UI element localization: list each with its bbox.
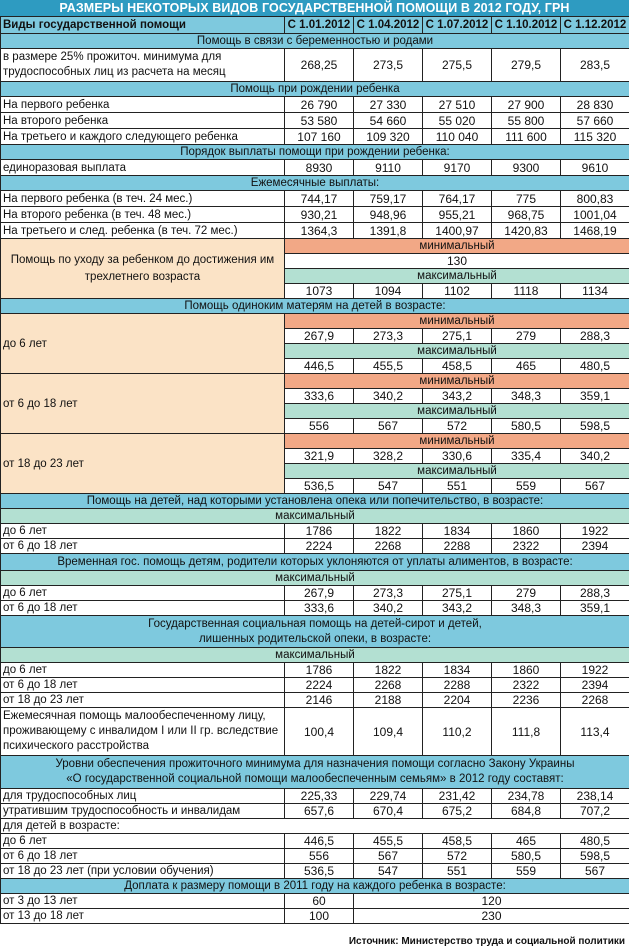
value-cell: 273,3 [354, 329, 423, 344]
value-cell: 2288 [423, 539, 492, 554]
max-label: максимальный [1, 648, 629, 663]
value-cell: 1468,19 [561, 223, 629, 239]
section-payment-order-title: Порядок выплаты помощи при рождении ребенка: [1, 145, 629, 160]
value-cell: 2322 [492, 678, 561, 693]
value-cell: 110 040 [423, 129, 492, 145]
row-label: от 18 до 23 лет [1, 693, 285, 708]
row-label: На третьего и каждого следующего ребенка [1, 129, 285, 145]
value-cell: 231,42 [423, 789, 492, 804]
subsistence-row [1, 789, 629, 804]
section-surcharge-title: Доплата к размеру помощи в 2011 году на каждого ребенка в возрасте: [1, 879, 629, 894]
value-cell: 340,2 [561, 449, 629, 464]
value-cell: 343,2 [423, 389, 492, 404]
value-cell: 348,3 [492, 389, 561, 404]
value-cell: 2146 [285, 693, 354, 708]
value-cell: 2224 [285, 539, 354, 554]
value-cell: 675,2 [423, 804, 492, 819]
group-min-label-row [1, 434, 629, 449]
value-cell: 275,5 [423, 49, 492, 82]
value-cell: 465 [492, 834, 561, 849]
value-cell: 27 330 [354, 97, 423, 113]
value-cell: 1001,04 [561, 207, 629, 223]
value-cell: 536,5 [285, 479, 354, 494]
row-label: единоразовая выплата [1, 160, 285, 176]
value-cell: 1118 [492, 284, 561, 299]
value-cell: 556 [285, 419, 354, 434]
row-label: от 6 до 18 лет [1, 678, 285, 693]
orphans-row [1, 693, 629, 708]
value-cell: 288,3 [561, 329, 629, 344]
value-cell: 559 [492, 864, 561, 879]
value-cell: 556 [285, 849, 354, 864]
disabled-row [1, 708, 629, 756]
value-cell: 113,4 [561, 708, 629, 756]
row-label: утратившим трудоспособность и инвалидам [1, 804, 285, 819]
value-cell: 275,1 [423, 329, 492, 344]
value-cell: 800,83 [561, 191, 629, 207]
value-cell: 28 830 [561, 97, 629, 113]
value-cell: 598,5 [561, 419, 629, 434]
value-cell: 598,5 [561, 849, 629, 864]
value-cell: 2268 [561, 693, 629, 708]
value-cell: 547 [354, 479, 423, 494]
section-monthly-title: Ежемесячные выплаты: [1, 176, 629, 191]
value-cell: 27 900 [492, 97, 561, 113]
value-cell: 2288 [423, 678, 492, 693]
row-label: На первого ребенка (в теч. 24 мес.) [1, 191, 285, 207]
value-cell: 480,5 [561, 359, 629, 374]
header-date: С 1.10.2012 [492, 17, 561, 34]
value-cell: 321,9 [285, 449, 354, 464]
value-cell: 657,6 [285, 804, 354, 819]
value-cell: 238,14 [561, 789, 629, 804]
value-cell: 948,96 [354, 207, 423, 223]
subsistence-children-row [1, 834, 629, 849]
row-label: от 13 до 18 лет [1, 909, 285, 924]
max-label: максимальный [285, 404, 629, 419]
title-line: лишенных родительской опеки, в возрасте: [198, 632, 432, 645]
value-cell: 335,4 [492, 449, 561, 464]
value-cell: 455,5 [354, 359, 423, 374]
value-cell: 111 600 [492, 129, 561, 145]
section-single-mothers-title: Помощь одиноким матерям на детей в возрасте: [1, 299, 629, 314]
value-cell: 567 [354, 849, 423, 864]
value-cell: 2394 [561, 678, 629, 693]
value-cell: 567 [561, 479, 629, 494]
value-cell: 536,5 [285, 864, 354, 879]
subsistence-row [1, 804, 629, 819]
section-pregnancy-title: Помощь в связи с беременностью и родами [1, 34, 629, 49]
payment-order-row [1, 160, 629, 176]
value-cell: 1400,97 [423, 223, 492, 239]
value-cell: 1364,3 [285, 223, 354, 239]
value-cell: 288,3 [561, 586, 629, 601]
value-cell: 2236 [492, 693, 561, 708]
section-single-mothers [1, 299, 629, 314]
value-cell: 100 [285, 909, 354, 924]
value-cell: 130 [285, 254, 629, 269]
value-cell: 455,5 [354, 834, 423, 849]
value-cell: 110,2 [423, 708, 492, 756]
value-cell: 551 [423, 864, 492, 879]
value-cell: 26 790 [285, 97, 354, 113]
row-label: от 18 до 23 лет (при условии обучения) [1, 864, 285, 879]
value-cell: 955,21 [423, 207, 492, 223]
value-cell: 744,17 [285, 191, 354, 207]
value-cell: 1786 [285, 663, 354, 678]
max-label: максимальный [285, 269, 629, 284]
row-label: На второго ребенка (в теч. 48 мес.) [1, 207, 285, 223]
value-cell: 109 320 [354, 129, 423, 145]
section-alimony-title: Временная гос. помощь детям, родители которых уклоняются от уплаты алиментов, в возрасте: [1, 554, 629, 571]
monthly-row [1, 191, 629, 207]
value-cell: 359,1 [561, 601, 629, 616]
value-cell: 9610 [561, 160, 629, 176]
min-label: минимальный [285, 374, 629, 389]
subsistence-children-row [1, 864, 629, 879]
section-birth [1, 82, 629, 97]
section-payment-order [1, 145, 629, 160]
surcharge-row [1, 894, 629, 909]
section-pregnancy [1, 34, 629, 49]
value-cell: 1391,8 [354, 223, 423, 239]
row-label: в размере 25% прожиточ. минимума для трудоспособных лиц из расчета на месяц [1, 49, 285, 82]
value-cell: 1834 [423, 524, 492, 539]
value-cell: 27 510 [423, 97, 492, 113]
row-label: до 6 лет [1, 586, 285, 601]
value-cell: 567 [561, 864, 629, 879]
value-cell: 1922 [561, 524, 629, 539]
value-cell: 333,6 [285, 389, 354, 404]
value-cell: 2224 [285, 678, 354, 693]
value-cell: 458,5 [423, 359, 492, 374]
header-date: С 1.07.2012 [423, 17, 492, 34]
value-cell: 1822 [354, 524, 423, 539]
value-cell: 2322 [492, 539, 561, 554]
value-cell: 1922 [561, 663, 629, 678]
alimony-row [1, 586, 629, 601]
header-date: С 1.01.2012 [285, 17, 354, 34]
min-label: минимальный [285, 239, 629, 254]
group-label: от 18 до 23 лет [1, 434, 285, 494]
value-cell: 707,2 [561, 804, 629, 819]
value-cell: 9110 [354, 160, 423, 176]
value-cell: 279 [492, 329, 561, 344]
row-label: до 6 лет [1, 524, 285, 539]
section-orphans [1, 616, 629, 648]
section-surcharge [1, 879, 629, 894]
value-cell: 268,25 [285, 49, 354, 82]
value-cell: 53 580 [285, 113, 354, 129]
header-date: С 1.12.2012 [561, 17, 629, 34]
value-cell: 340,2 [354, 601, 423, 616]
header-date: С 1.04.2012 [354, 17, 423, 34]
monthly-row [1, 207, 629, 223]
source-note: Источник: Министерство труда и социальной политики [348, 936, 625, 947]
birth-row [1, 113, 629, 129]
row-label: от 6 до 18 лет [1, 539, 285, 554]
assistance-table [0, 16, 629, 924]
section-subsistence [1, 756, 629, 789]
pregnancy-row [1, 49, 629, 82]
value-cell: 2268 [354, 678, 423, 693]
row-label: На третьего и след. ребенка (в теч. 72 мес.) [1, 223, 285, 239]
value-cell: 330,6 [423, 449, 492, 464]
value-cell: 328,2 [354, 449, 423, 464]
group-min-label-row [1, 314, 629, 329]
row-label: от 3 до 13 лет [1, 894, 285, 909]
subsistence-children-label-row [1, 819, 629, 834]
value-cell: 60 [285, 894, 354, 909]
value-cell: 2268 [354, 539, 423, 554]
row-label: На второго ребенка [1, 113, 285, 129]
title-line: Государственная социальная помощь на детей-сирот и детей, [148, 617, 482, 630]
value-cell: 580,5 [492, 849, 561, 864]
min-label: минимальный [285, 434, 629, 449]
row-label: На первого ребенка [1, 97, 285, 113]
value-cell: 446,5 [285, 834, 354, 849]
value-cell: 446,5 [285, 359, 354, 374]
value-cell: 279,5 [492, 49, 561, 82]
title-line: Уровни обеспечения прожиточного минимума для назначения помощи согласно Закону Украины [55, 758, 575, 770]
value-cell: 1420,83 [492, 223, 561, 239]
value-cell: 55 020 [423, 113, 492, 129]
birth-row [1, 129, 629, 145]
value-cell: 340,2 [354, 389, 423, 404]
value-cell: 229,74 [354, 789, 423, 804]
value-cell: 8930 [285, 160, 354, 176]
value-cell: 559 [492, 479, 561, 494]
value-cell: 1860 [492, 524, 561, 539]
value-cell: 275,1 [423, 586, 492, 601]
value-cell: 1834 [423, 663, 492, 678]
value-cell: 359,1 [561, 389, 629, 404]
group-min-label-row [1, 374, 629, 389]
value-cell: 547 [354, 864, 423, 879]
max-label: максимальный [285, 464, 629, 479]
min-label: минимальный [285, 314, 629, 329]
value-cell: 1786 [285, 524, 354, 539]
value-cell: 759,17 [354, 191, 423, 207]
value-cell: 2204 [423, 693, 492, 708]
value-cell: 267,9 [285, 586, 354, 601]
value-cell: 348,3 [492, 601, 561, 616]
value-cell: 279 [492, 586, 561, 601]
value-cell: 572 [423, 419, 492, 434]
subsistence-children-row [1, 849, 629, 864]
value-cell: 1860 [492, 663, 561, 678]
value-cell: 670,4 [354, 804, 423, 819]
value-cell: 225,33 [285, 789, 354, 804]
section-birth-title: Помощь при рождении ребенка [1, 82, 629, 97]
group-label: до 6 лет [1, 314, 285, 374]
alimony-max-row [1, 571, 629, 586]
value-cell: 100,4 [285, 708, 354, 756]
value-cell: 333,6 [285, 601, 354, 616]
value-cell: 115 320 [561, 129, 629, 145]
section-alimony [1, 554, 629, 571]
title-line: «О государственной социальной помощи малообеспеченным семьям» в 2012 году составят: [66, 773, 564, 785]
orphans-row [1, 663, 629, 678]
row-label: от 6 до 18 лет [1, 601, 285, 616]
value-cell: 1102 [423, 284, 492, 299]
value-cell: 9300 [492, 160, 561, 176]
row-label: до 6 лет [1, 663, 285, 678]
birth-row [1, 97, 629, 113]
section-guardianship-title: Помощь на детей, над которыми установлена опека или попечительство, в возрасте: [1, 494, 629, 509]
value-cell: 267,9 [285, 329, 354, 344]
value-cell: 580,5 [492, 419, 561, 434]
value-cell: 572 [423, 849, 492, 864]
surcharge-row [1, 909, 629, 924]
value-cell: 273,5 [354, 49, 423, 82]
value-cell: 230 [354, 909, 629, 924]
guardianship-row [1, 524, 629, 539]
alimony-row [1, 601, 629, 616]
value-cell: 57 660 [561, 113, 629, 129]
row-label: до 6 лет [1, 834, 285, 849]
orphans-row [1, 678, 629, 693]
section-subsistence-title [1, 756, 629, 789]
section-monthly [1, 176, 629, 191]
page-title: РАЗМЕРЫ НЕКОТОРЫХ ВИДОВ ГОСУДАРСТВЕННОЙ ПОМОЩИ В 2012 ГОДУ, ГРН [0, 0, 629, 16]
value-cell: 9170 [423, 160, 492, 176]
value-cell: 54 660 [354, 113, 423, 129]
value-cell: 1094 [354, 284, 423, 299]
value-cell: 458,5 [423, 834, 492, 849]
value-cell: 343,2 [423, 601, 492, 616]
header-label: Виды государственной помощи [1, 17, 285, 34]
value-cell: 120 [354, 894, 629, 909]
group-label: от 6 до 18 лет [1, 374, 285, 434]
value-cell: 1134 [561, 284, 629, 299]
row-label: Ежемесячная помощь малообеспеченному лицу, проживающему с инвалидом I или II гр. вследствие психического расстройства [1, 708, 285, 756]
value-cell: 273,3 [354, 586, 423, 601]
value-cell: 1073 [285, 284, 354, 299]
value-cell: 480,5 [561, 834, 629, 849]
row-label: для детей в возрасте: [1, 819, 629, 834]
value-cell: 283,5 [561, 49, 629, 82]
max-label: максимальный [1, 571, 629, 586]
value-cell: 55 800 [492, 113, 561, 129]
care-label: Помощь по уходу за ребенком до достижения им трехлетнего возраста [1, 239, 285, 299]
care-min-label-row [1, 239, 629, 254]
value-cell: 109,4 [354, 708, 423, 756]
value-cell: 107 160 [285, 129, 354, 145]
value-cell: 2394 [561, 539, 629, 554]
value-cell: 968,75 [492, 207, 561, 223]
orphans-max-row [1, 648, 629, 663]
value-cell: 684,8 [492, 804, 561, 819]
value-cell: 764,17 [423, 191, 492, 207]
value-cell: 234,78 [492, 789, 561, 804]
value-cell: 465 [492, 359, 561, 374]
row-label: для трудоспособных лиц [1, 789, 285, 804]
value-cell: 551 [423, 479, 492, 494]
value-cell: 111,8 [492, 708, 561, 756]
row-label: от 6 до 18 лет [1, 849, 285, 864]
header-row [1, 17, 629, 34]
guardianship-max-row [1, 509, 629, 524]
value-cell: 567 [354, 419, 423, 434]
max-label: максимальный [285, 344, 629, 359]
value-cell: 930,21 [285, 207, 354, 223]
section-orphans-title [1, 616, 629, 648]
value-cell: 2188 [354, 693, 423, 708]
section-guardianship [1, 494, 629, 509]
value-cell: 775 [492, 191, 561, 207]
value-cell: 1822 [354, 663, 423, 678]
guardianship-row [1, 539, 629, 554]
max-label: максимальный [1, 509, 629, 524]
monthly-row [1, 223, 629, 239]
